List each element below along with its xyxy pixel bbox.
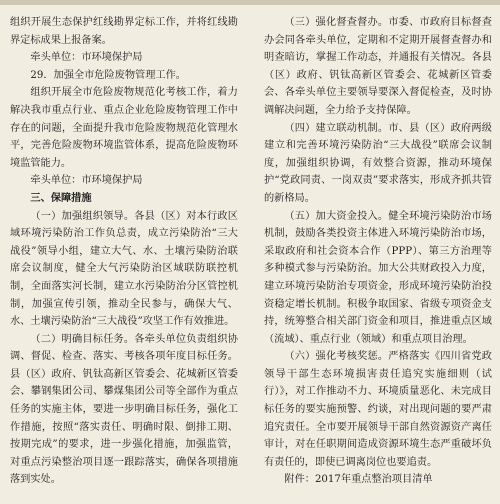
- lead-unit-line: 牵头单位：市环境保护局: [30, 175, 143, 187]
- top-banner-strip: [0, 0, 500, 5]
- paragraph: 组织开展生态保护红线勘界定标工作，并将红线勘界定标成果上报备案。: [10, 17, 238, 46]
- paragraph: （四）建立联动机制。市、县（区）政府两级建立和完善环境污染防治“三大战役”联席会议制度，加强组织协调，有效整合资源，推动环境保护“党政同责、一岗双责”要求落实，形成齐抓共管的新格局。: [264, 122, 492, 204]
- paragraph: （五）加大资金投入。健全环境污染防治市场机制，鼓励各类投资主体进入环境污染防治市场，采取政府和社会资本合作（PPP）、第三方治理等多种模式参与污染防治。加大公共财政投入力度，建立环境污染防治专项资金，形成环境污染防治投资稳定增长机制。积极争取国家、省级专项资金支持，统筹整合相关部门资金和项目，推进重点区域（流域）、重点行业（领域）和重点项目治理。: [264, 210, 492, 345]
- right-column: [264, 14, 492, 489]
- left-column: [10, 14, 238, 489]
- attachment-line: 附件：2017年重点整治项目清单: [284, 474, 433, 486]
- paragraph: （三）强化督查督办。市委、市政府目标督查办会同各牵头单位，定期和不定期开展督查督办和明查暗访，掌握工作动态，并通报有关情况。各县（区）政府、钒钛高新区管委会、花城新区管委会、各牵头单位主要领导要深入督促检查，及时协调解决问题，全力给予支持保障。: [264, 17, 492, 116]
- item-heading: 29．加强全市危险废物管理工作。: [30, 69, 186, 81]
- lead-unit-line: 牵头单位：市环境保护局: [30, 52, 143, 64]
- paragraph: 组织开展全市危险废物规范化考核工作，着力解决我市重点行业、重点企业危险废物管理工作中存在的问题，全面提升我市危险废物规范化管理水平，完善危险废物环境监管体系，提高危险废物环境监管能力。: [10, 87, 238, 169]
- section-heading: 三、保障措施: [30, 191, 92, 204]
- paragraph: （一）加强组织领导。各县（区）对本行政区域环境污染防治工作负总责，成立污染防治“三大战役”领导小组，建立大气、水、土壤污染防治联席会议制度，健全大气污染防治区域联防联控机制，全面落实河长制，建立水污染防治分区管控机制，加强宣传引领，推动全民参与，确保大气、水、土壤污染防治“三大战役”攻坚工作有效推进。: [10, 210, 238, 328]
- paragraph: （六）强化考核奖惩。严格落实《四川省党政领导干部生态环境损害责任追究实施细则（试行）》，对工作推动不力、环境质量恶化、未完成目标任务的要实施预警、约谈，对出现问题的要严肃追究责任。全市要开展领导干部自然资源资产离任审计，对在任职期间造成资源环境生态严重破坏负有责任的，即使已调离岗位也要追责。: [264, 351, 492, 468]
- paragraph: （二）明确目标任务。各牵头单位负责组织协调、督促、检查、落实、考核各项年度目标任务。县（区）政府、钒钛高新区管委会、花城新区管委会、攀钢集团公司、攀煤集团公司等全部作为重点任务的实施主体，要进一步明确目标任务，强化工作措施，按照“落实责任、明确时限、倒排工期、按期完成”的要求，进一步强化措施，加强监管，对重点污染整治项目逐一跟踪落实，确保各项措施落到实处。: [10, 333, 238, 486]
